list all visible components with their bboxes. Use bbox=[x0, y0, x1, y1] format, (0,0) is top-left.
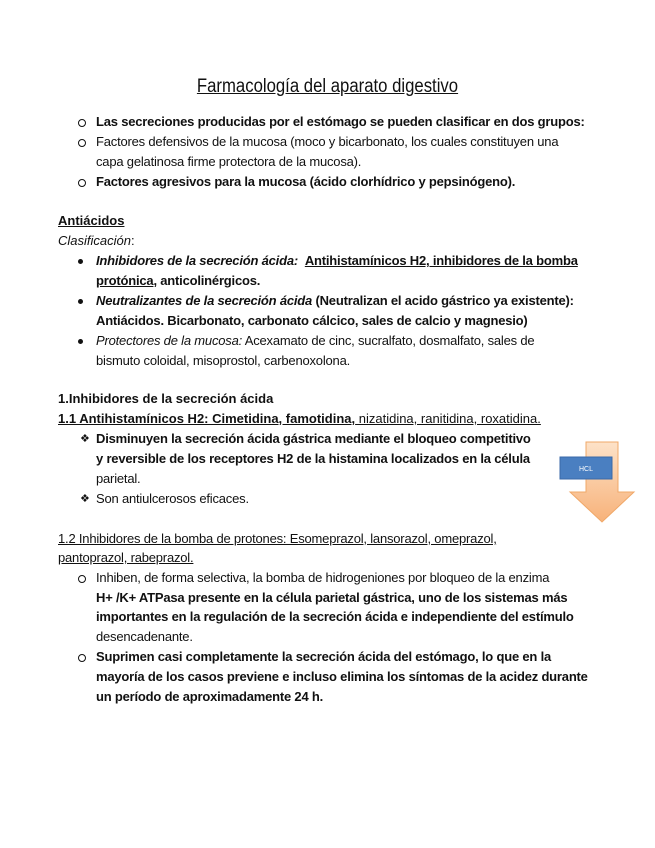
diamond-bullet-icon: ❖ bbox=[80, 433, 90, 445]
clasificacion-label bbox=[58, 233, 135, 249]
antiacidos-bullet-3-line-2: bismuto coloidal, misoprostol, carbenoxolona. bbox=[96, 353, 351, 368]
section-1-2-point-1-line-1: Inhiben, de forma selectiva, la bomba de hidrogeniones por bloqueo de la enzima bbox=[96, 570, 550, 585]
protectores-text: Acexamato de cinc, sucralfato, dosmalfato, sales de bbox=[242, 333, 535, 348]
neutralizantes-text: (Neutralizan el acido gástrico ya existente): bbox=[312, 293, 574, 308]
section-1-2-point-1-line-2: H+ /K+ ATPasa presente en la célula parietal gástrica, uno de los sistemas más bbox=[96, 590, 568, 605]
inhibidores-label: Inhibidores de la secreción ácida: bbox=[96, 253, 298, 268]
intro-item-3: Factores agresivos para la mucosa (ácido clorhídrico y pepsinógeno). bbox=[96, 174, 516, 189]
antiacidos-heading: Antiácidos bbox=[58, 213, 125, 228]
section-1-1-point-1-line-2: y reversible de los receptores H2 de la histamina localizados en la célula bbox=[96, 451, 530, 466]
intro-item-1: Las secreciones producidas por el estómago se pueden clasificar en dos grupos: bbox=[96, 114, 585, 129]
section-1-1-point-1-line-3: parietal. bbox=[96, 471, 141, 486]
circle-bullet-icon bbox=[78, 119, 86, 127]
circle-bullet-icon bbox=[78, 654, 86, 662]
inhibidores-text: Antihistamínicos H2, inhibidores de la bomba bbox=[304, 253, 578, 268]
section-1-1-point-1-line-1: Disminuyen la secreción ácida gástrica mediante el bloqueo competitivo bbox=[96, 431, 531, 446]
anticolinergicos-text: , anticolinérgicos. bbox=[153, 273, 261, 288]
protectores-label: Protectores de la mucosa: bbox=[96, 333, 243, 348]
circle-bullet-icon bbox=[78, 139, 86, 147]
diamond-bullet-icon: ❖ bbox=[80, 493, 90, 505]
dot-bullet-icon bbox=[78, 299, 83, 304]
section-1-1-heading bbox=[58, 411, 541, 427]
intro-item-2-line-2: capa gelatinosa firme protectora de la mucosa). bbox=[96, 154, 362, 169]
hcl-label: HCL bbox=[578, 466, 594, 473]
down-arrow-icon bbox=[558, 440, 638, 524]
section-1-2-heading-line-1: 1.2 Inhibidores de la bomba de protones: Esomeprazol, lansorazol, omeprazol, bbox=[58, 531, 497, 546]
section-1-2-point-2-line-3: un período de aproximadamente 24 h. bbox=[96, 689, 324, 704]
antiacidos-bullet-1-line-2 bbox=[96, 273, 260, 289]
protonica-text: protónica bbox=[96, 273, 154, 288]
section-1-1-bold: 1.1 Antihistamínicos H2: Cimetidina, famotidina, bbox=[58, 411, 356, 426]
section-1-2-point-2-line-1: Suprimen casi completamente la secreción ácida del estómago, lo que en la bbox=[96, 649, 552, 664]
dot-bullet-icon bbox=[78, 259, 83, 264]
clasificacion-colon: : bbox=[130, 233, 135, 248]
intro-item-2-line-1: Factores defensivos de la mucosa (moco y bicarbonato, los cuales constituyen una bbox=[96, 134, 559, 149]
dot-bullet-icon bbox=[78, 339, 83, 344]
section-1-1-rest: nizatidina, ranitidina, roxatidina. bbox=[355, 411, 541, 426]
antiacidos-bullet-2-line-2: Antiácidos. Bicarbonato, carbonato cálcico, sales de calcio y magnesio) bbox=[96, 313, 528, 328]
section-1-1-point-2: Son antiulcerosos eficaces. bbox=[96, 491, 249, 506]
section-1-2-heading-line-2: pantoprazol, rabeprazol. bbox=[58, 550, 194, 565]
hcl-arrow-graphic bbox=[558, 440, 638, 524]
antiacidos-bullet-3-line-1 bbox=[96, 333, 534, 349]
circle-bullet-icon bbox=[78, 575, 86, 583]
section-1-2-point-2-line-2: mayoría de los casos previene e incluso elimina los síntomas de la acidez durante bbox=[96, 669, 588, 684]
antiacidos-bullet-2-line-1 bbox=[96, 293, 574, 309]
circle-bullet-icon bbox=[78, 179, 86, 187]
page-title: Farmacología del aparato digestivo bbox=[196, 76, 459, 97]
section-1-heading: 1.Inhibidores de la secreción ácida bbox=[58, 391, 274, 406]
neutralizantes-label: Neutralizantes de la secreción ácida bbox=[96, 293, 313, 308]
section-1-2-point-1-line-4: desencadenante. bbox=[96, 629, 193, 644]
clasificacion-text: Clasificación bbox=[58, 233, 131, 248]
antiacidos-bullet-1-line-1 bbox=[96, 253, 578, 269]
section-1-2-point-1-line-3: importantes en la regulación de la secreción ácida e independiente del estímulo bbox=[96, 609, 574, 624]
